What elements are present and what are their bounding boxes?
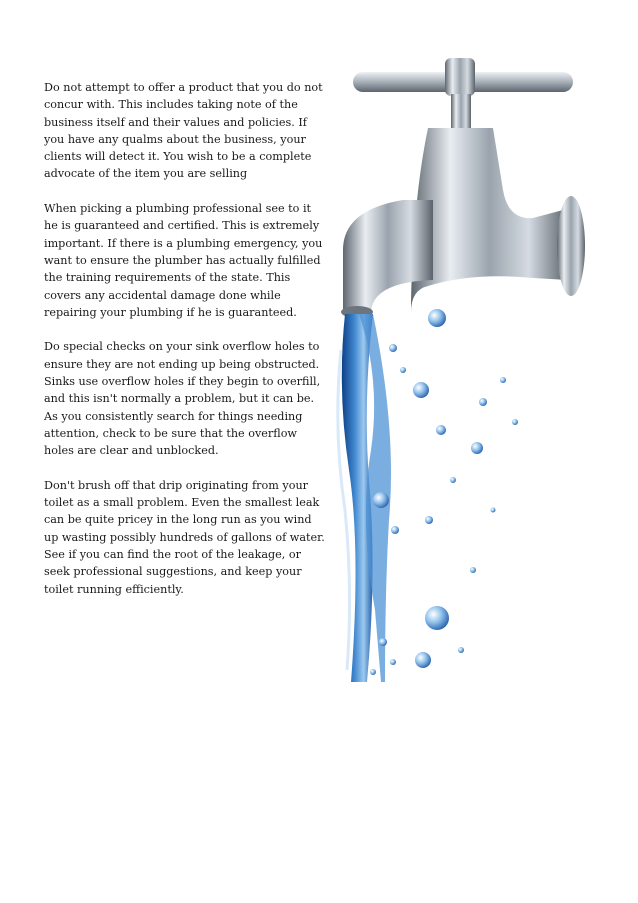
faucet-icon — [333, 50, 588, 682]
paragraph-overflow-holes: Do special checks on your sink overflow holes to ensure they are not ending up being obstructed. Sinks use overflow holes if they begin to overfill, and this isn't normally a problem, but it can be. As you consistently search for things needing attention, check to be sure that the overflow holes are clear and unblocked. — [44, 340, 321, 458]
paragraph-toilet-leak: Don't brush off that drip originating from your toilet as a small problem. Even the smallest leak can be quite pricey in the long run as you wind up wasting possibly hundreds of gallons of water. See if you can find the root of the leakage, or seek professional suggestions, and keep your toilet running efficiently. — [44, 478, 325, 596]
paragraph-product: Do not attempt to offer a product that you do not concur with. This includes taking note of the business itself and their values and policies. If you have any qualms about the business, your clients will detect it. You wish to be a complete advocate of the item you are selling — [44, 81, 323, 181]
paragraph-plumber-certification: When picking a plumbing professional see to it he is guaranteed and certified. This is extremely important. If there is a plumbing emergency, you want to ensure the plumber has actually fulfilled the training requirements of the state. This covers any accidental damage done while repairing your plumbing if he is guaranteed. — [44, 202, 323, 319]
article-body — [44, 79, 326, 615]
